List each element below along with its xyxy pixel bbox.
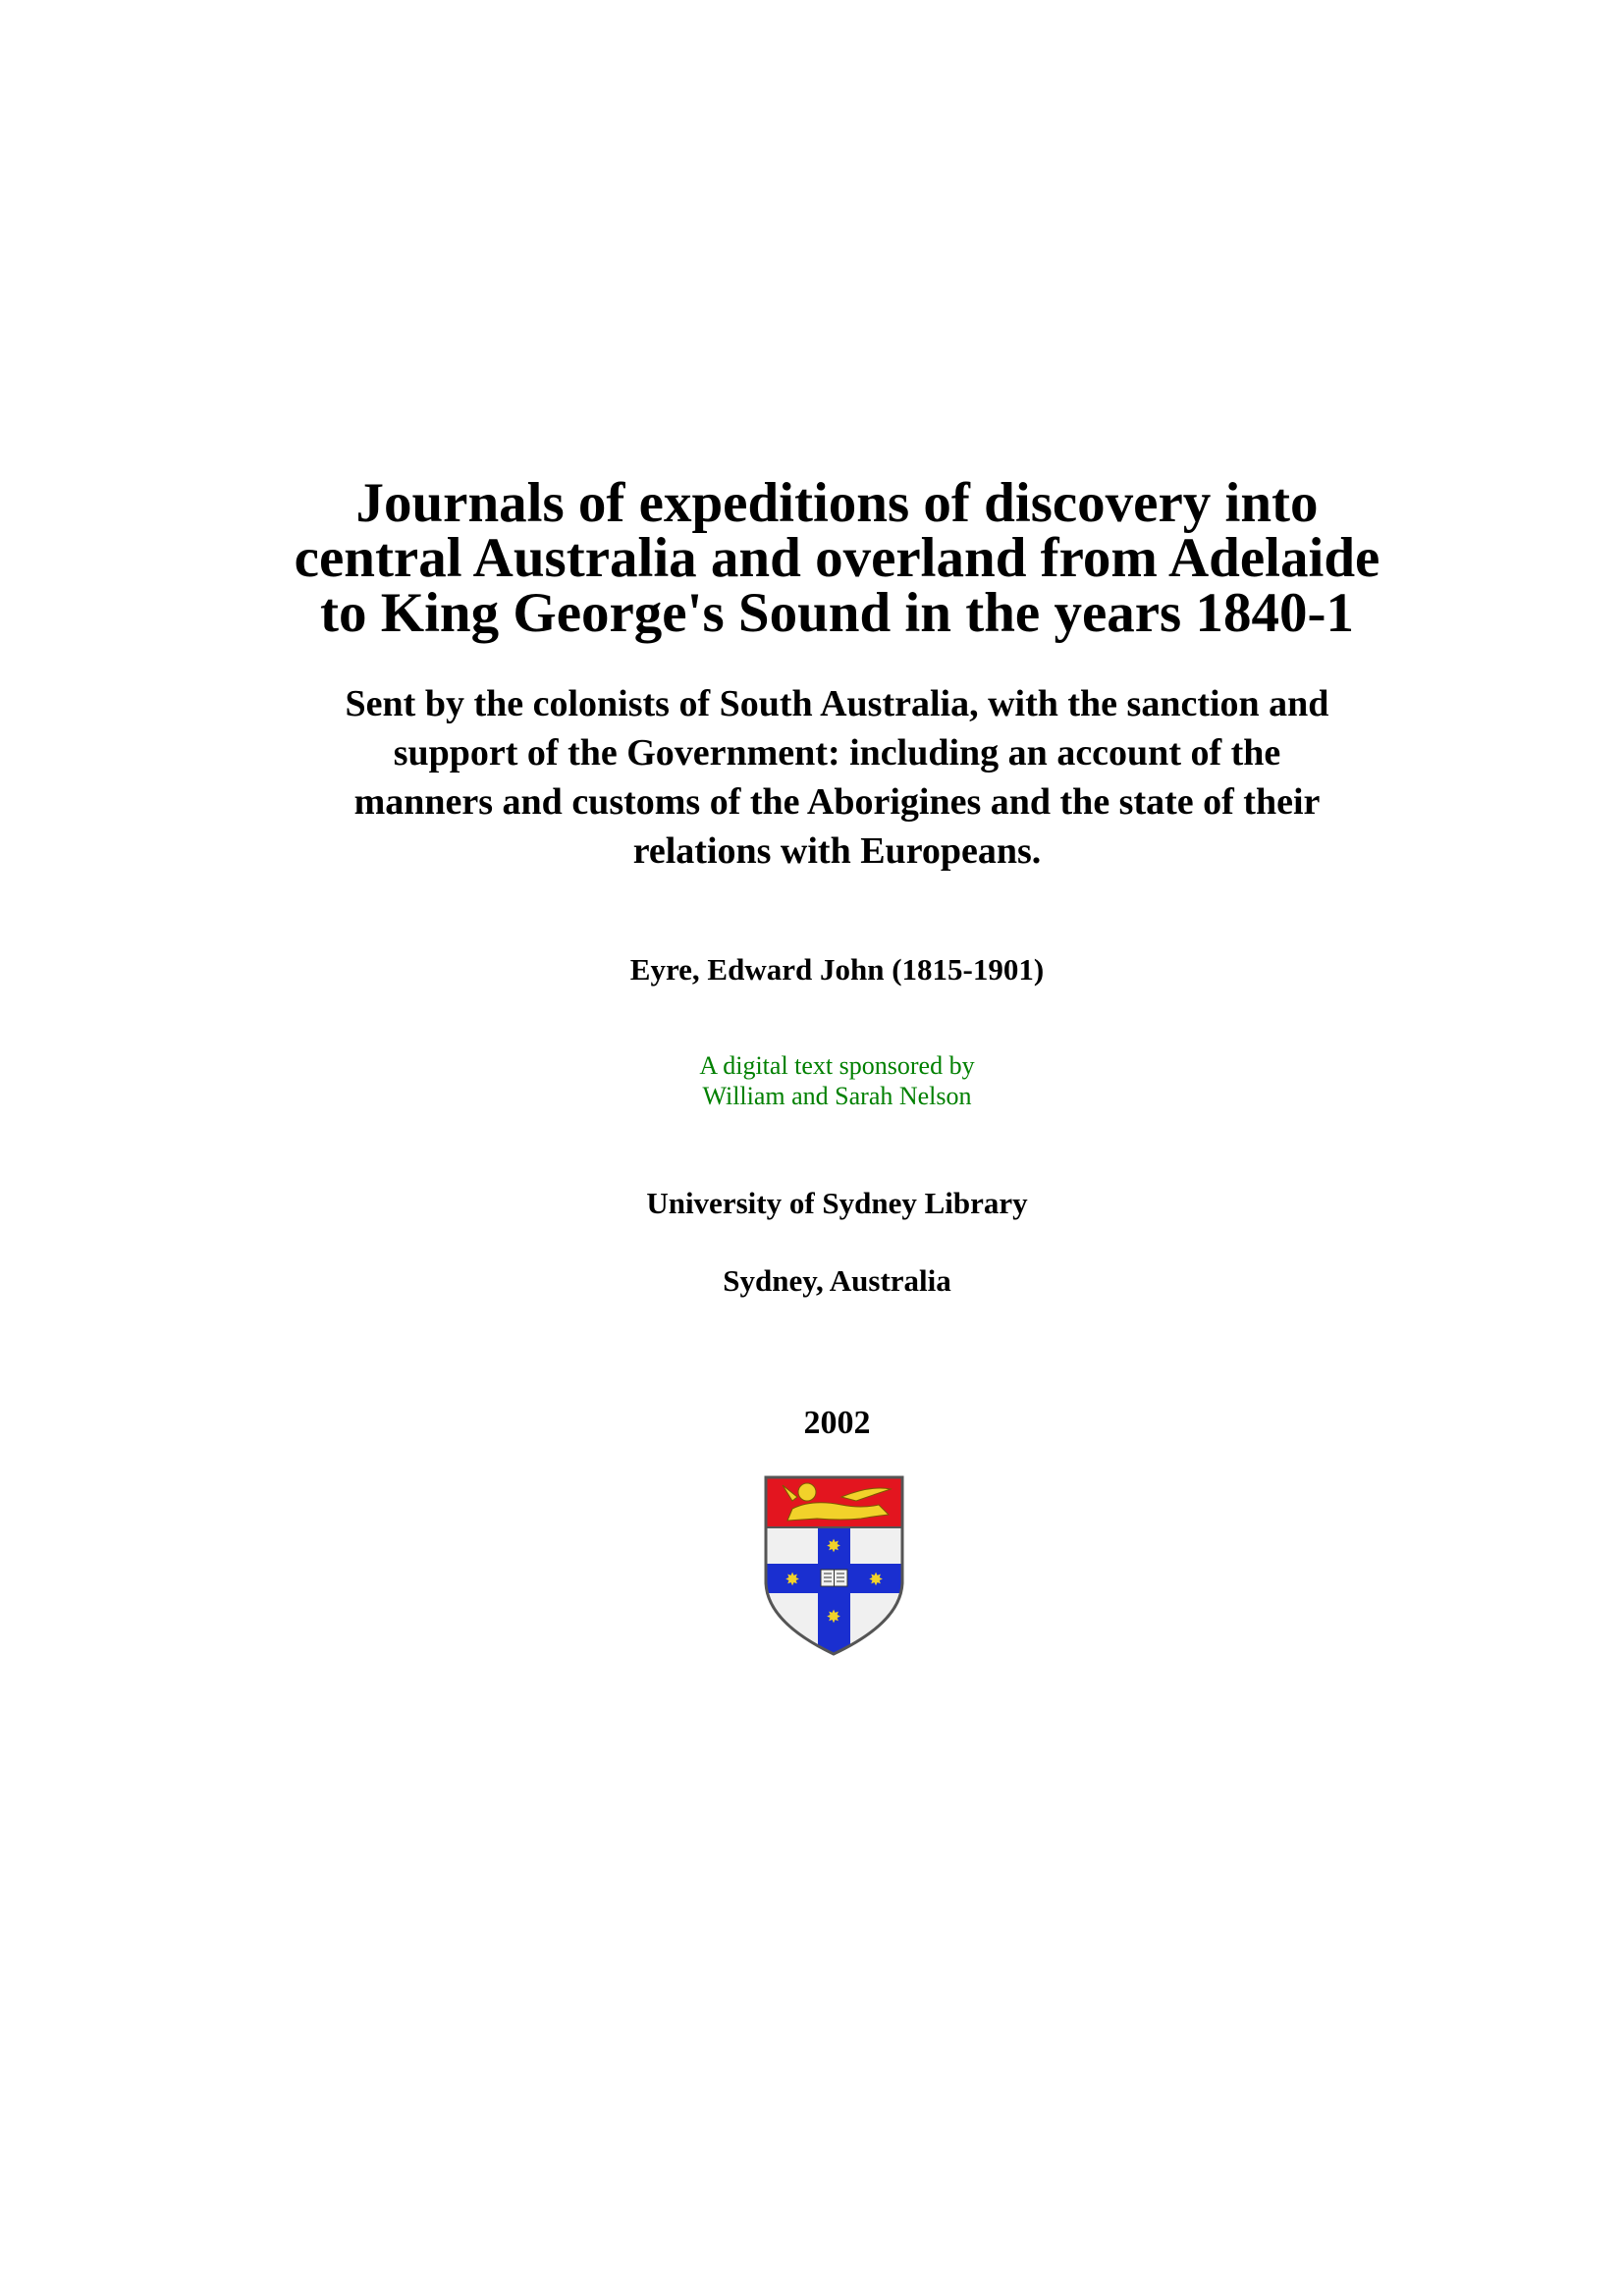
document-title [26, 472, 1623, 644]
title-line: Journals of expeditions of discovery into [355, 472, 1319, 534]
sponsor-note [26, 1050, 1623, 1111]
title-line: central Australia and overland from Adelaide [294, 527, 1380, 589]
subtitle-line: relations with Europeans. [632, 830, 1042, 872]
sponsor-line: A digital text sponsored by [699, 1051, 975, 1080]
document-subtitle [26, 679, 1623, 876]
subtitle-line: Sent by the colonists of South Australia, with the sanction and [345, 683, 1329, 724]
subtitle-line: manners and customs of the Aborigines and the state of their [353, 781, 1321, 823]
university-crest-logo [763, 1475, 905, 1656]
publication-year: 2002 [803, 1405, 871, 1441]
star-icon: ✸ [784, 1570, 800, 1590]
author: Eyre, Edward John (1815-1901) [629, 952, 1045, 987]
star-icon: ✸ [868, 1570, 884, 1590]
publisher: University of Sydney Library [646, 1186, 1028, 1220]
publication-place: Sydney, Australia [723, 1263, 951, 1298]
star-icon: ✸ [826, 1536, 841, 1557]
open-book-icon [821, 1570, 847, 1586]
sponsor-line: William and Sarah Nelson [702, 1082, 972, 1110]
subtitle-line: support of the Government: including an account of the [393, 732, 1281, 774]
star-icon: ✸ [826, 1607, 841, 1628]
title-line: to King George's Sound in the years 1840-1 [320, 582, 1354, 644]
